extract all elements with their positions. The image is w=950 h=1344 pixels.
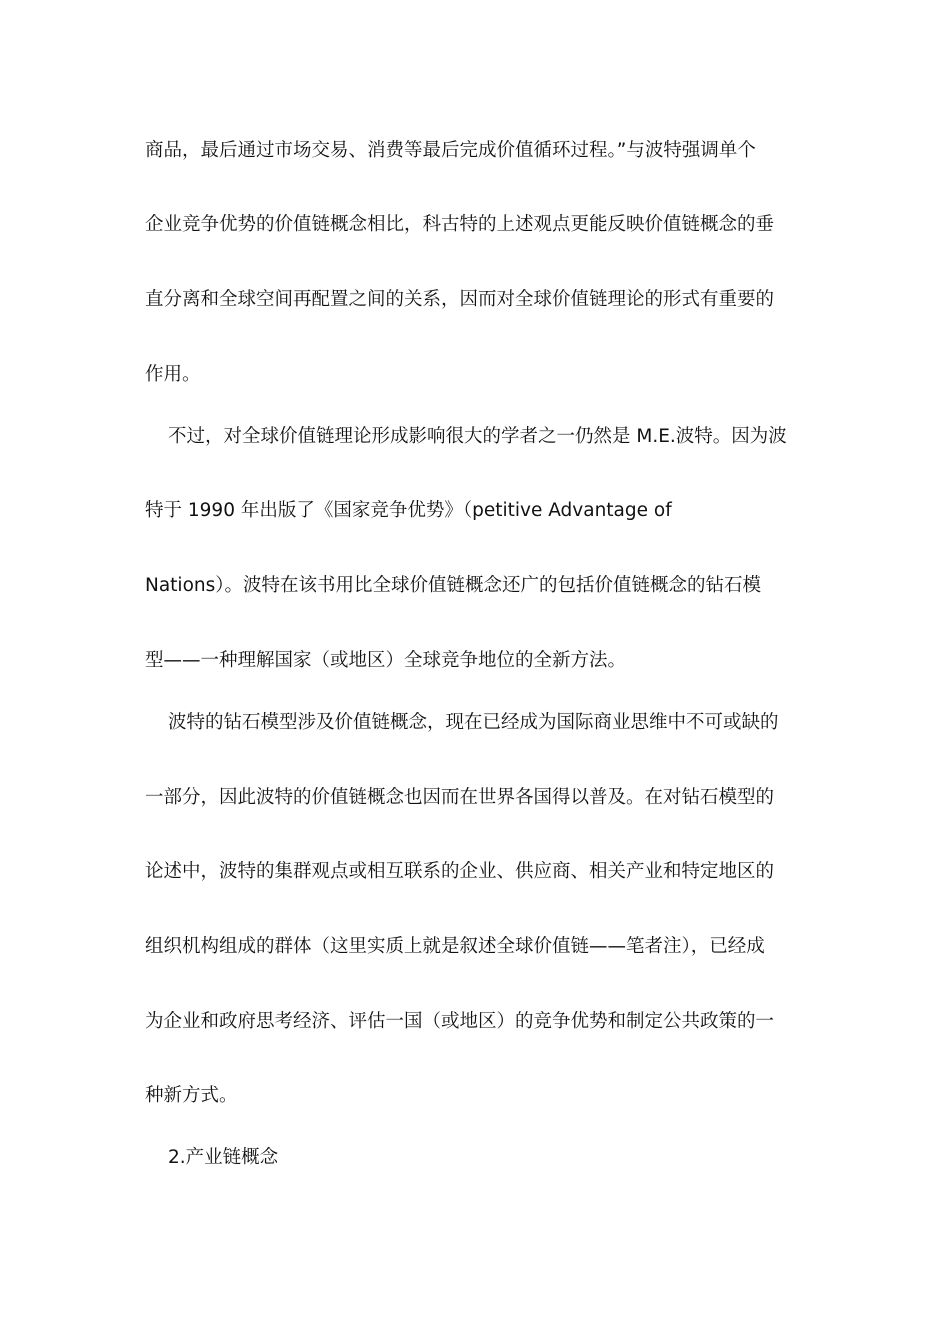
text-line: 直分离和全球空间再配置之间的关系，因而对全球价值链理论的形式有重要的 xyxy=(145,289,775,310)
text-line: 企业竞争优势的价值链概念相比，科古特的上述观点更能反映价值链概念的垂 xyxy=(145,214,775,235)
text-line: 作用。 xyxy=(145,364,201,385)
text-line: 商品，最后通过市场交易、消费等最后完成价值循环过程。”与波特强调单个 xyxy=(145,140,756,161)
text-line: 组织机构组成的群体（这里实质上就是叙述全球价值链——笔者注），已经成 xyxy=(145,936,765,957)
paragraph-start-line: 不过，对全球价值链理论形成影响很大的学者之一仍然是 M.E.波特。因为波 xyxy=(168,426,787,447)
paragraph-start-line: 波特的钻石模型涉及价值链概念，现在已经成为国际商业思维中不可或缺的 xyxy=(168,712,779,733)
text-line: 型——一种理解国家（或地区）全球竞争地位的全新方法。 xyxy=(145,650,627,671)
text-line: 一部分，因此波特的价值链概念也因而在世界各国得以普及。在对钻石模型的 xyxy=(145,787,775,808)
text-line: 种新方式。 xyxy=(145,1085,238,1106)
text-line: 论述中，波特的集群观点或相互联系的企业、供应商、相关产业和特定地区的 xyxy=(145,861,775,882)
section-heading: 2.产业链概念 xyxy=(168,1147,279,1168)
text-line: Nations）。波特在该书用比全球价值链概念还广的包括价值链概念的钻石模 xyxy=(145,575,762,596)
text-line: 特于 1990 年出版了《国家竞争优势》（petitive Advantage of xyxy=(145,500,672,521)
text-line: 为企业和政府思考经济、评估一国（或地区）的竞争优势和制定公共政策的一 xyxy=(145,1011,775,1032)
